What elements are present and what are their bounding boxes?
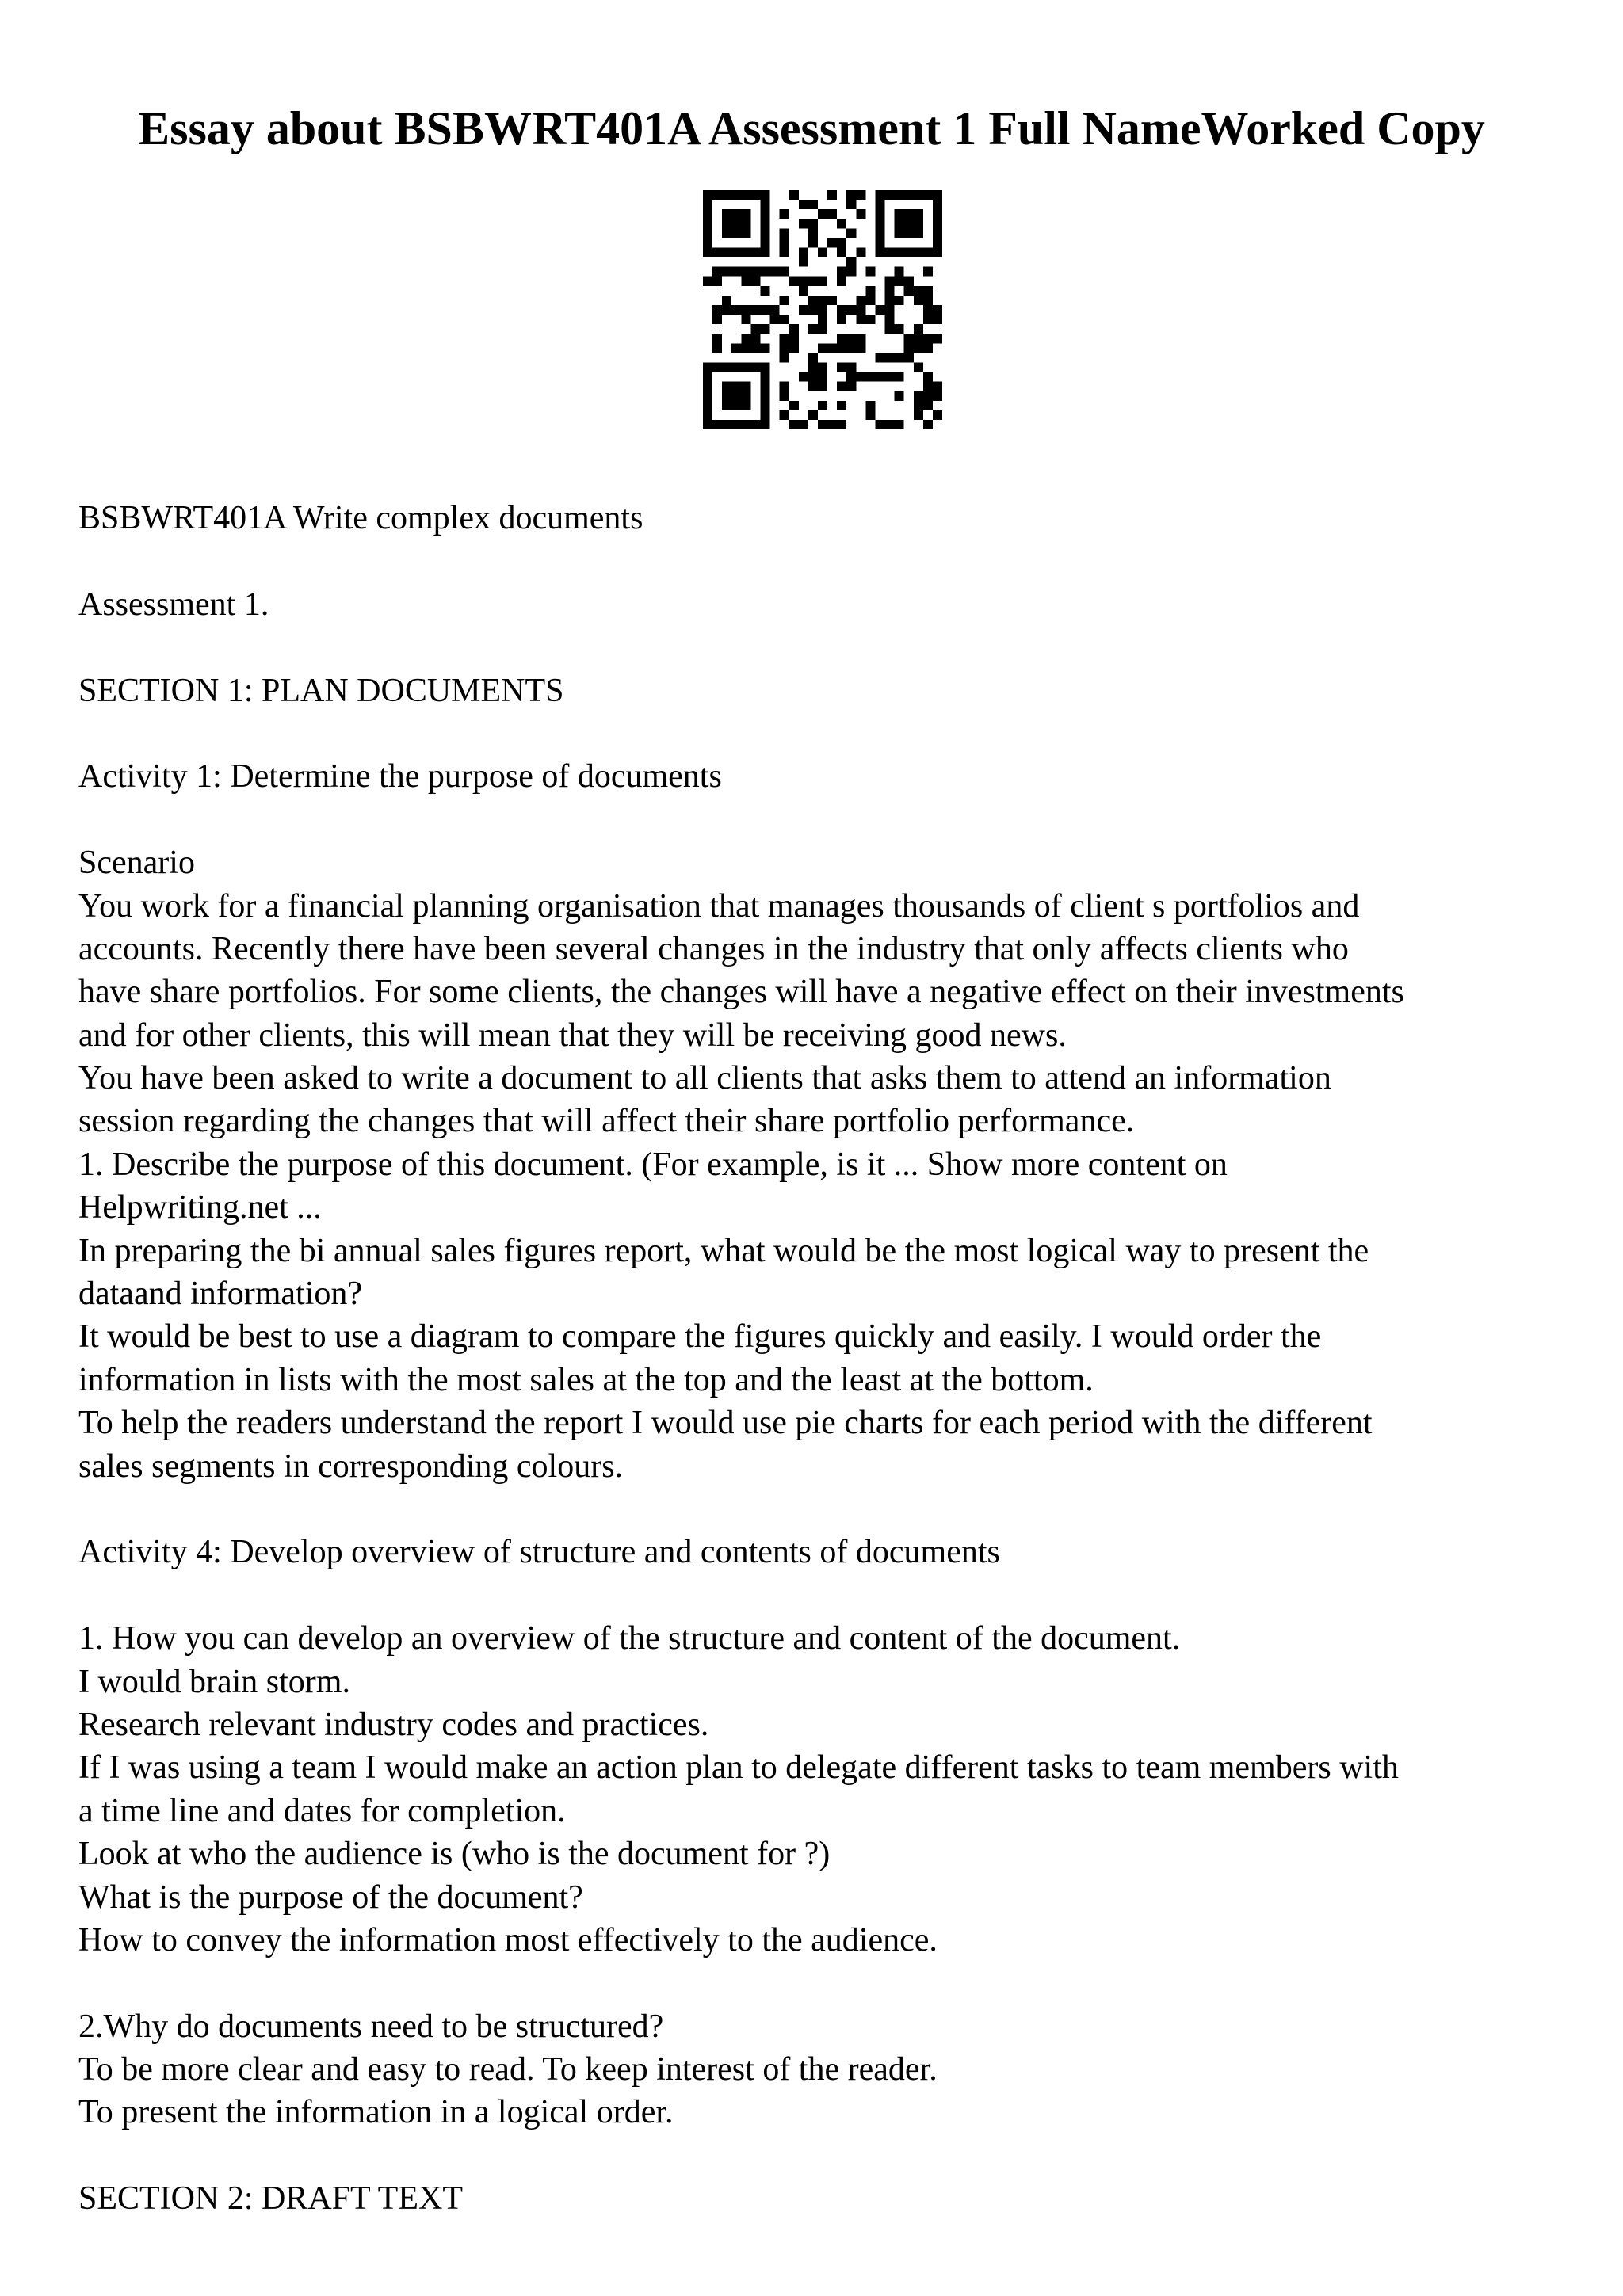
text-line: You work for a financial planning organisation that manages thousands of client s portfolios and <box>78 887 1360 925</box>
text-line: Look at who the audience is (who is the document for ?) <box>78 1836 831 1873</box>
text-line: I would brain storm. <box>78 1663 350 1700</box>
text-line: accounts. Recently there have been several changes in the industry that only affects clients who <box>78 930 1349 967</box>
text-line: It would be best to use a diagram to compare the figures quickly and easily. I would order the <box>78 1318 1322 1356</box>
text-line: Scenario <box>78 845 195 882</box>
text-line: 1. Describe the purpose of this document. (For example, is it ... Show more content on <box>78 1146 1228 1183</box>
text-line: dataand information? <box>78 1276 363 1313</box>
qr-code-graphic <box>703 190 942 429</box>
text-line: To be more clear and easy to read. To keep interest of the reader. <box>78 2051 938 2088</box>
text-line: How to convey the information most effectively to the audience. <box>78 1921 938 1958</box>
blank-line <box>78 540 1584 582</box>
text-line: Research relevant industry codes and practices. <box>78 1706 709 1743</box>
text-line: Helpwriting.net ... <box>78 1189 322 1226</box>
blank-line <box>78 799 1584 841</box>
text-line: SECTION 2: DRAFT TEXT <box>78 2180 463 2218</box>
blank-line <box>78 1962 1584 2004</box>
text-line: You have been asked to write a document to all clients that asks them to attend an information <box>78 1060 1331 1097</box>
text-line: sales segments in corresponding colours. <box>78 1447 624 1485</box>
text-line: To help the readers understand the report I would use pie charts for each period with the different <box>78 1405 1373 1442</box>
text-line: Activity 4: Develop overview of structure and contents of documents <box>78 1534 1000 1571</box>
text-line: 2.Why do documents need to be structured? <box>78 2008 664 2045</box>
qr-code-icon <box>703 190 942 429</box>
text-line: 1. How you can develop an overview of the structure and content of the document. <box>78 1620 1181 1657</box>
blank-line <box>78 1488 1584 1531</box>
blank-line <box>78 2134 1584 2177</box>
text-line: BSBWRT401A Write complex documents <box>78 500 643 536</box>
text-line: session regarding the changes that will affect their share portfolio performance. <box>78 1103 1135 1140</box>
blank-line <box>78 626 1584 669</box>
text-line: Activity 1: Determine the purpose of documents <box>78 758 722 795</box>
document-body <box>78 497 1584 2221</box>
text-line: In preparing the bi annual sales figures report, what would be the most logical way to present the <box>78 1232 1369 1269</box>
blank-line <box>78 1574 1584 1617</box>
text-line: To present the information in a logical order. <box>78 2094 674 2131</box>
text-line: a time line and dates for completion. <box>78 1792 566 1829</box>
text-line: have share portfolios. For some clients, the changes will have a negative effect on their investments <box>78 974 1404 1011</box>
text-line: Assessment 1. <box>78 585 269 623</box>
text-line: SECTION 1: PLAN DOCUMENTS <box>78 672 564 709</box>
text-line: What is the purpose of the document? <box>78 1878 583 1916</box>
text-line: and for other clients, this will mean that they will be receiving good news. <box>78 1016 1067 1054</box>
text-line: If I was using a team I would make an action plan to delegate different tasks to team members with <box>78 1749 1399 1787</box>
text-line: information in lists with the most sales at the top and the least at the bottom. <box>78 1361 1094 1398</box>
blank-line <box>78 712 1584 755</box>
document-title: Essay about BSBWRT401A Assessment 1 Full NameWorked Copy <box>138 102 1485 154</box>
